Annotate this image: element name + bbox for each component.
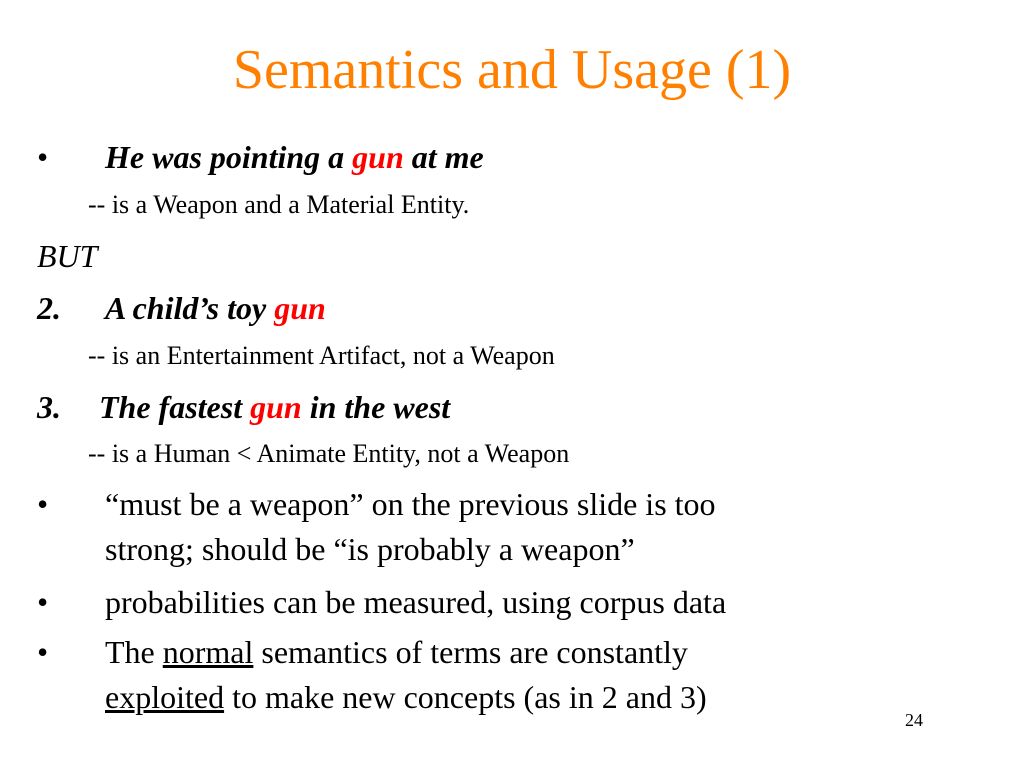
bullet6-underlined-normal: normal — [162, 634, 254, 670]
but-label: BUT — [37, 238, 98, 274]
bullet-marker: • — [37, 486, 49, 522]
page-number: 24 — [905, 710, 923, 730]
item1-note: -- is a Weapon and a Material Entity. — [88, 190, 470, 219]
bullet6-line1 — [105, 636, 688, 668]
item1-text-post: at me — [411, 139, 484, 175]
bullet4-line2: strong; should be “is probably a weapon” — [105, 531, 635, 567]
item2-note: -- is an Entertainment Artifact, not a Weapon — [88, 341, 555, 370]
bullet6-line2 — [105, 681, 707, 713]
bullet6-line2-post: to make new concepts (as in 2 and 3) — [232, 679, 707, 715]
bullet-marker: • — [37, 634, 49, 670]
bullet-marker: • — [37, 584, 49, 620]
item3-heading — [99, 391, 450, 423]
item3-text-pre: The fastest — [99, 389, 243, 425]
item3-number: 3. — [37, 389, 61, 425]
item2-text-pre: A child’s toy — [105, 290, 267, 326]
bullet6-underlined-exploited: exploited — [105, 679, 225, 715]
item3-note: -- is a Human < Animate Entity, not a Weapon — [88, 439, 570, 468]
item1-keyword: gun — [352, 139, 404, 175]
bullet-marker: • — [37, 139, 49, 175]
item1-heading — [105, 141, 484, 173]
bullet5-text: probabilities can be measured, using corpus data — [105, 584, 727, 620]
bullet6-text-pre: The — [105, 634, 155, 670]
item2-keyword: gun — [274, 290, 326, 326]
bullet6-text-post: semantics of terms are constantly — [261, 634, 688, 670]
item3-keyword: gun — [250, 389, 302, 425]
item1-text-pre: He was pointing a — [105, 139, 345, 175]
bullet4-line1: “must be a weapon” on the previous slide is too — [105, 486, 716, 522]
item2-number: 2. — [37, 290, 61, 326]
slide-title: Semantics and Usage (1) — [232, 39, 792, 101]
item2-heading — [105, 292, 326, 324]
item3-text-post: in the west — [309, 389, 451, 425]
